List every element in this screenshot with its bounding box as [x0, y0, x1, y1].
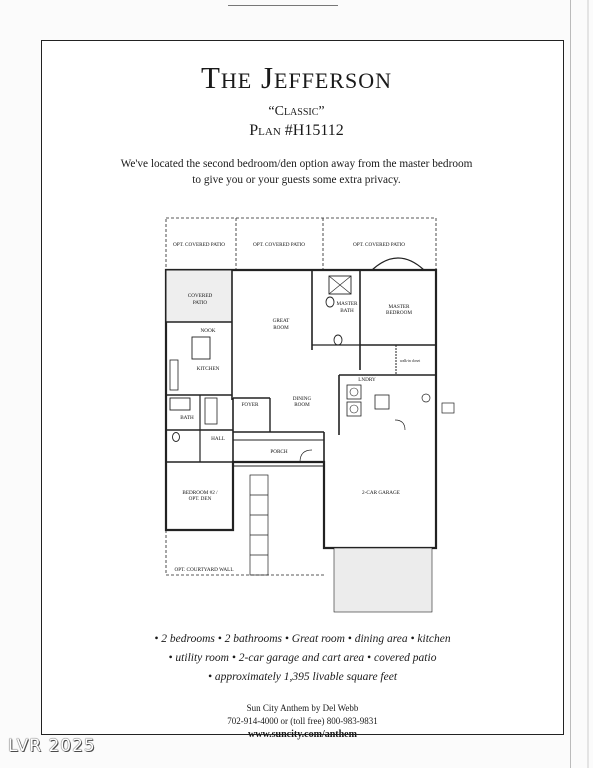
contact-footer — [41, 702, 564, 741]
company-name: Sun City Anthem by Del Webb — [246, 703, 359, 713]
walkway-pavers — [250, 475, 268, 575]
label-master-bedroom-1: MASTER — [388, 304, 410, 310]
plan-title: The Jefferson — [200, 60, 393, 95]
intro-line-2: to give you or your guests some extra privacy. — [192, 174, 401, 186]
label-laundry: LNDRY — [358, 377, 376, 383]
label-master-bedroom-2: BEDROOM — [386, 310, 412, 316]
label-opt-patio-left: OPT. COVERED PATIO — [172, 242, 226, 248]
label-great-room-1: GREAT — [272, 318, 290, 324]
bay-window — [372, 258, 424, 270]
phone-numbers: 702-914-4000 or (toll free) 800-983-9831 — [227, 716, 378, 726]
label-bedroom2-1: BEDROOM #2 / — [182, 490, 218, 496]
label-opt-patio-right: OPT. COVERED PATIO — [352, 242, 406, 248]
label-foyer: FOYER — [241, 402, 259, 408]
website-link[interactable]: www.suncity.com/anthem — [248, 729, 357, 740]
label-nook: NOOK — [200, 328, 216, 334]
label-dining-room-2: ROOM — [294, 402, 310, 408]
plan-number: Plan #H15112 — [249, 122, 344, 139]
label-covered-patio-2: PATIO — [192, 300, 208, 306]
label-kitchen: KITCHEN — [196, 366, 220, 372]
label-dining-room-1: DINING — [292, 396, 312, 402]
features-line-1: • 2 bedrooms • 2 bathrooms • Great room • dining area • kitchen — [154, 633, 451, 645]
label-master-bath-2: BATH — [340, 308, 354, 314]
label-bedroom2-2: OPT. DEN — [188, 496, 212, 502]
features-list — [41, 630, 564, 687]
label-porch: PORCH — [270, 449, 288, 455]
label-master-bath-1: MASTER — [336, 301, 358, 307]
label-hall: HALL — [211, 436, 225, 442]
label-great-room-2: ROOM — [273, 325, 289, 331]
label-opt-patio-mid: OPT. COVERED PATIO — [252, 242, 306, 248]
features-line-2: • utility room • 2-car garage and cart area • covered patio — [168, 652, 437, 664]
label-garage: 2-CAR GARAGE — [362, 490, 400, 496]
label-covered-patio-1: COVERED — [187, 293, 213, 299]
label-walk-in-closet: walk-in closet — [399, 359, 421, 363]
plan-subtitle: “Classic” — [268, 104, 325, 119]
listing-watermark: LVR 2025 — [8, 736, 96, 756]
intro-line-1: We've located the second bedroom/den option away from the master bedroom — [120, 158, 473, 170]
features-line-3: • approximately 1,395 livable square feet — [207, 671, 398, 683]
label-bath: BATH — [180, 415, 194, 421]
label-courtyard-wall: OPT. COURTYARD WALL — [174, 567, 234, 573]
driveway — [334, 548, 432, 612]
